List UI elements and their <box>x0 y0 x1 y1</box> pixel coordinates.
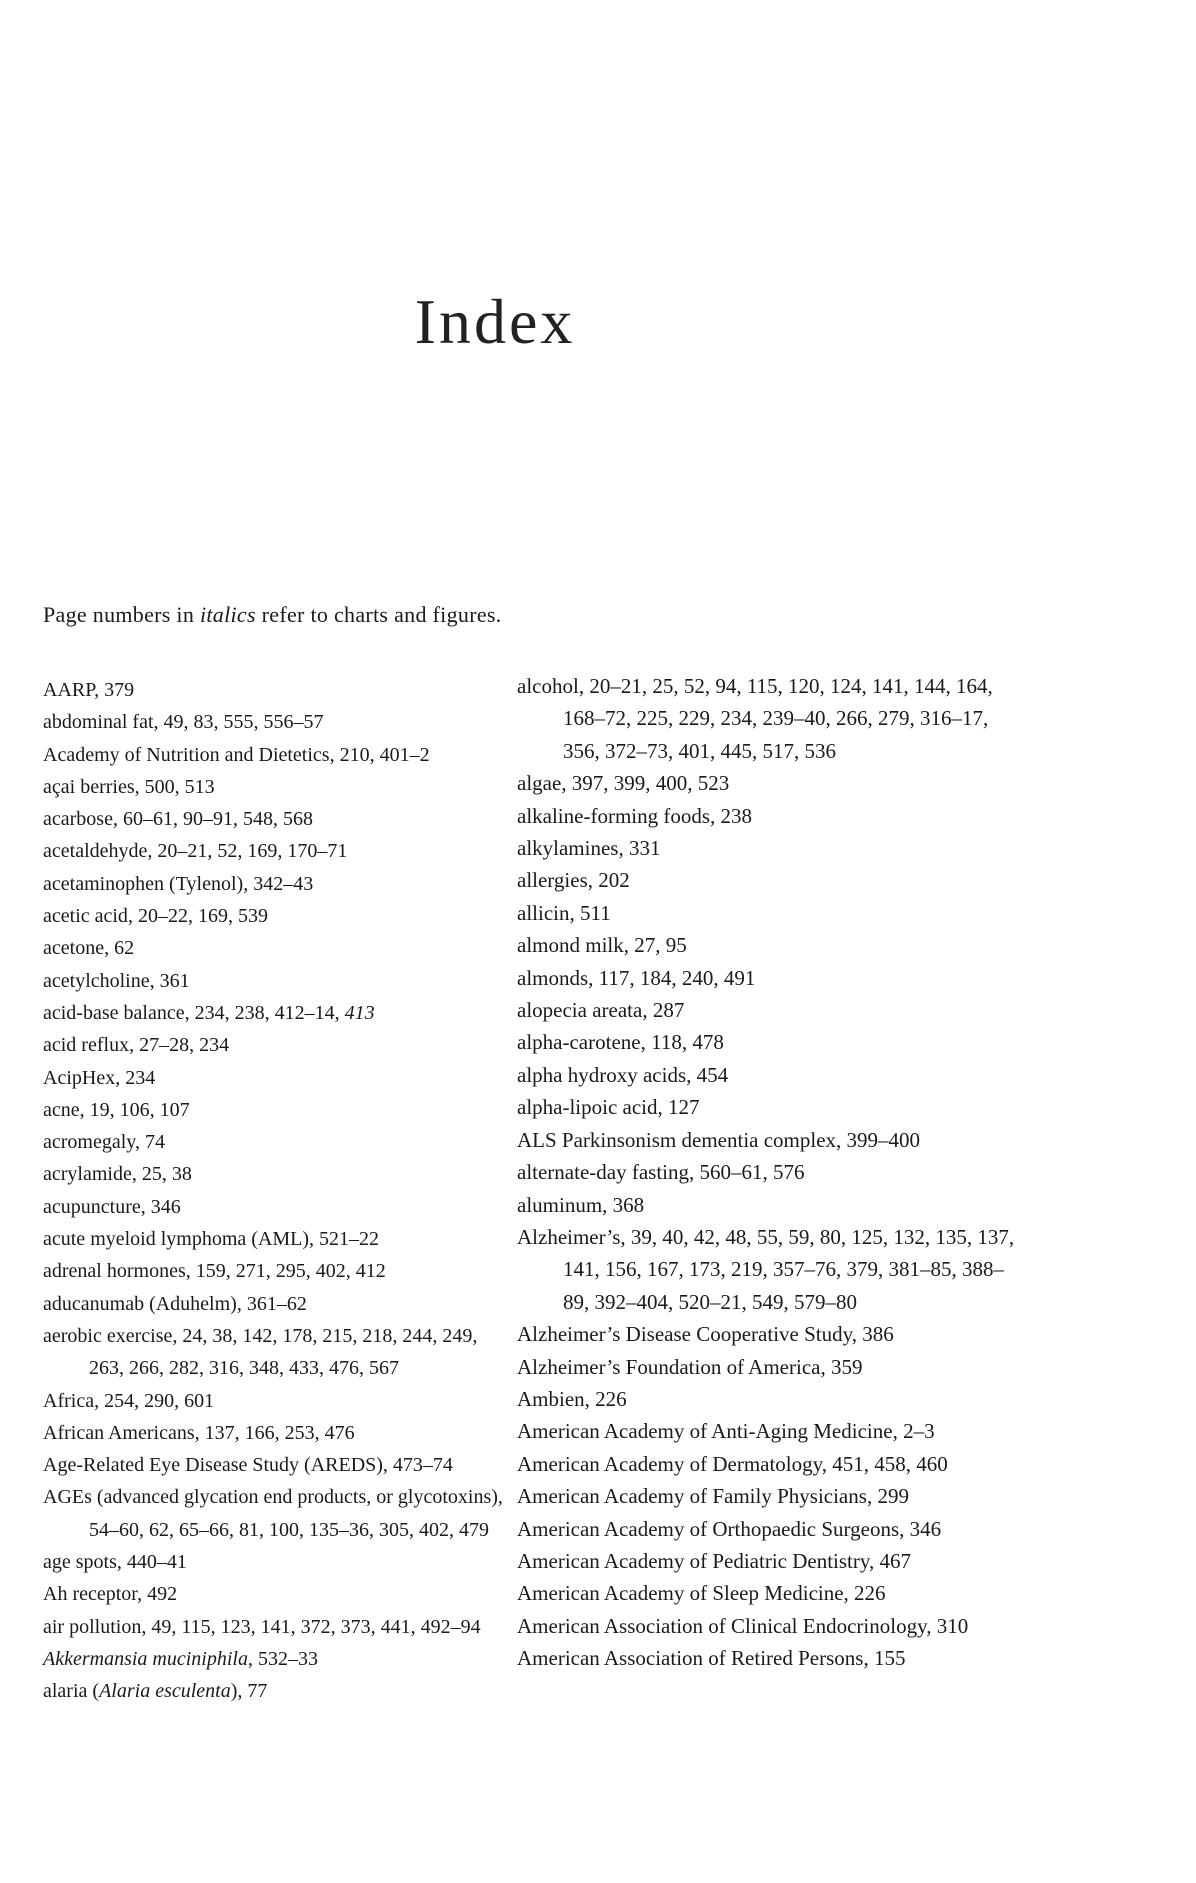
index-pages: , 368 <box>602 1192 645 1217</box>
index-pages: , 346 <box>140 1195 181 1218</box>
index-column-left <box>43 674 513 1708</box>
index-entry <box>517 1642 1017 1674</box>
index-pages: , 20–21, 25, 52, 94, 115, 120, 124, 141, 144, 164, 168–72, 225, 229, 234, 239–40, 266, 279, 316–17, 356, 372–73, 401, 445, 517, 536 <box>563 674 993 763</box>
index-entry <box>517 1415 1017 1447</box>
index-pages: , 54–60, 62, 65–66, 81, 100, 135–36, 305, 402, 479 <box>89 1486 503 1541</box>
index-entry <box>517 767 1017 799</box>
index-entry <box>517 1610 1017 1642</box>
index-entry <box>517 1124 1017 1156</box>
index-pages: , 234 <box>115 1066 156 1089</box>
index-entry <box>43 803 513 835</box>
index-entry <box>517 897 1017 929</box>
index-term: Age-Related Eye Disease Study (AREDS) <box>43 1454 383 1477</box>
index-term: acrylamide <box>43 1163 132 1186</box>
index-entry <box>43 1288 513 1320</box>
index-entry <box>43 965 513 997</box>
index-pages: , 118, 478 <box>640 1030 724 1055</box>
index-pages: , 386 <box>851 1322 894 1347</box>
index-entry <box>517 1545 1017 1577</box>
index-term: alcohol <box>517 674 579 698</box>
index-entry <box>517 1026 1017 1058</box>
index-term: Ah receptor <box>43 1583 138 1606</box>
index-term: acetic acid <box>43 905 128 928</box>
index-entry <box>517 962 1017 994</box>
index-entry <box>43 900 513 932</box>
index-pages: , 361 <box>149 969 190 992</box>
index-term: aluminum <box>517 1192 603 1217</box>
index-pages: , 532–33 <box>247 1647 318 1670</box>
index-term: Akkermansia muciniphila <box>43 1647 248 1670</box>
index-entry <box>517 994 1017 1026</box>
index-term: açai berries <box>43 775 135 798</box>
index-pages: , 27–28, 234 <box>129 1034 230 1057</box>
index-term: Alzheimer’s <box>517 1224 621 1249</box>
index-pages: , 238 <box>710 803 753 828</box>
index-entry <box>517 1351 1017 1383</box>
index-entry <box>517 929 1017 961</box>
index-pages: , 454 <box>686 1062 729 1087</box>
index-entry <box>43 997 513 1029</box>
index-entry <box>43 1611 513 1643</box>
index-pages: , 511 <box>569 900 611 925</box>
index-entry <box>517 1189 1017 1221</box>
index-term: acne <box>43 1098 80 1121</box>
index-term: AcipHex <box>43 1066 116 1089</box>
index-entry <box>517 800 1017 832</box>
index-pages: , 226 <box>843 1581 886 1606</box>
index-term: Alzheimer’s Foundation of America <box>517 1354 821 1379</box>
index-term: acetaldehyde <box>43 840 148 863</box>
index-pages: , 155 <box>863 1646 906 1671</box>
index-pages: , 473–74 <box>382 1454 453 1477</box>
index-term: AGEs (advanced glycation end products, or glycotoxins) <box>43 1486 498 1509</box>
index-entry <box>43 739 513 771</box>
index-term: ALS Parkinsonism dementia complex <box>517 1127 837 1152</box>
index-pages: , 299 <box>866 1484 909 1509</box>
index-pages: , 39, 40, 42, 48, 55, 59, 80, 125, 132, 135, 137, 141, 156, 167, 173, 219, 357–76, 379, 381–85, 388–89, 392–404, 520–21, 549, 579–80 <box>563 1224 1015 1314</box>
index-entry <box>43 1223 513 1255</box>
index-term: African Americans <box>43 1421 195 1444</box>
note-italic: italics <box>199 602 256 627</box>
index-entry <box>43 1481 513 1546</box>
index-pages: , 521–22 <box>309 1228 380 1251</box>
index-term: allergies <box>517 868 588 893</box>
index-pages: , 451, 458, 460 <box>821 1451 948 1476</box>
index-entry <box>43 1675 513 1707</box>
index-term: acupuncture <box>43 1195 141 1218</box>
index-entry <box>43 835 513 867</box>
index-term: aerobic exercise <box>43 1324 173 1347</box>
index-pages: , 440–41 <box>116 1551 187 1574</box>
index-pages: , 234, 238, 412–14, <box>184 1001 345 1024</box>
index-term: American Association of Retired Persons <box>517 1646 864 1671</box>
index-entry <box>517 1156 1017 1188</box>
index-pages: , 287 <box>642 998 685 1023</box>
index-entry <box>43 868 513 900</box>
index-entry <box>517 1448 1017 1480</box>
index-pages: , 254, 290, 601 <box>94 1389 215 1412</box>
index-term: Alzheimer’s Disease Cooperative Study <box>517 1322 852 1347</box>
index-pages: , 467 <box>869 1548 912 1573</box>
index-pages: , 331 <box>618 836 661 861</box>
index-pages: , 137, 166, 253, 476 <box>194 1421 355 1444</box>
index-pages: , 492 <box>137 1583 178 1606</box>
index-pages: , 202 <box>587 868 630 893</box>
index-pages: , 210, 401–2 <box>329 743 430 766</box>
index-entry <box>517 670 1017 767</box>
index-entry <box>43 1643 513 1675</box>
index-term: acetone <box>43 937 105 960</box>
index-pages: , 379 <box>94 679 135 701</box>
index-term: age spots <box>43 1551 117 1574</box>
index-term: allicin <box>517 900 570 925</box>
index-pages: , 560–61, 576 <box>689 1160 805 1185</box>
index-entry <box>517 1059 1017 1091</box>
index-term: Academy of Nutrition and Dietetics <box>43 743 330 766</box>
index-pages: , 127 <box>657 1095 700 1120</box>
index-pages: , 77 <box>237 1680 268 1703</box>
index-term: AARP <box>43 679 95 701</box>
index-term: almonds <box>517 965 589 990</box>
index-term: Africa <box>43 1389 95 1412</box>
index-entry <box>43 1417 513 1449</box>
index-pages-italic: 413 <box>344 1001 375 1024</box>
index-entry <box>517 1318 1017 1350</box>
index-term: American Academy of Anti-Aging Medicine <box>517 1419 893 1444</box>
index-term: alpha-carotene <box>517 1030 641 1055</box>
index-pages: , 342–43 <box>243 872 314 895</box>
index-entry <box>517 1383 1017 1415</box>
index-term: almond milk <box>517 933 624 958</box>
index-entry <box>43 771 513 803</box>
index-entry <box>43 706 513 738</box>
index-term: American Academy of Dermatology <box>517 1451 822 1476</box>
index-pages: , 60–61, 90–91, 548, 568 <box>112 808 313 831</box>
index-entry <box>43 1126 513 1158</box>
index-pages: , 226 <box>584 1386 627 1411</box>
index-term: acute myeloid lymphoma (AML) <box>43 1228 310 1251</box>
index-pages: , 500, 513 <box>134 775 215 798</box>
index-entry <box>43 1578 513 1610</box>
index-pages: , 27, 95 <box>623 933 687 958</box>
index-pages: , 74 <box>134 1131 165 1154</box>
index-entry <box>43 1094 513 1126</box>
index-term: adrenal hormones <box>43 1260 186 1283</box>
index-entry <box>43 1255 513 1287</box>
index-term: acetaminophen (Tylenol) <box>43 872 244 895</box>
index-column-right <box>517 670 1017 1675</box>
index-pages: , 2–3 <box>892 1419 935 1444</box>
index-term: algae <box>517 771 562 796</box>
index-term: alopecia areata <box>517 998 643 1023</box>
index-pages: , 20–22, 169, 539 <box>127 905 268 928</box>
index-term: American Academy of Pediatric Dentistry <box>517 1548 870 1573</box>
index-note <box>43 602 502 628</box>
index-entry <box>517 1221 1017 1318</box>
index-entry <box>43 1029 513 1061</box>
index-pages: , 24, 38, 142, 178, 215, 218, 244, 249, 263, 266, 282, 316, 348, 433, 476, 567 <box>89 1324 478 1380</box>
index-entry <box>43 1449 513 1481</box>
index-term: Ambien <box>517 1386 585 1411</box>
index-entry <box>517 1091 1017 1123</box>
index-pages: , 310 <box>926 1613 969 1638</box>
index-entry <box>517 1513 1017 1545</box>
index-term: acid reflux <box>43 1034 130 1057</box>
index-pages: , 117, 184, 240, 491 <box>588 965 756 990</box>
index-term: alaria ( <box>43 1680 100 1703</box>
index-term: acromegaly <box>43 1131 135 1154</box>
index-entry <box>43 1158 513 1190</box>
index-entry <box>43 674 513 706</box>
index-term: aducanumab (Aduhelm) <box>43 1292 237 1315</box>
index-term: acid-base balance <box>43 1001 185 1024</box>
index-term: American Academy of Orthopaedic Surgeons <box>517 1516 900 1541</box>
index-term: American Academy of Family Physicians <box>517 1484 867 1509</box>
index-pages: , 49, 115, 123, 141, 372, 373, 441, 492–94 <box>141 1615 481 1638</box>
index-pages: , 20–21, 52, 169, 170–71 <box>147 840 348 863</box>
note-prefix: Page numbers in <box>43 602 200 627</box>
index-term: acetylcholine <box>43 969 150 992</box>
index-term: air pollution <box>43 1615 142 1638</box>
index-pages: , 399–400 <box>836 1127 921 1152</box>
index-term: abdominal fat <box>43 711 154 734</box>
index-entry <box>517 1480 1017 1512</box>
index-pages: , 397, 399, 400, 523 <box>561 771 730 796</box>
index-entry <box>43 932 513 964</box>
index-pages: , 159, 271, 295, 402, 412 <box>185 1260 386 1283</box>
index-term: alpha-lipoic acid <box>517 1095 658 1120</box>
index-term: alkaline-forming foods <box>517 803 711 828</box>
index-entry <box>43 1191 513 1223</box>
index-pages: , 361–62 <box>236 1292 307 1315</box>
index-term: alpha hydroxy acids <box>517 1062 687 1087</box>
index-pages: , 62 <box>104 937 135 960</box>
note-suffix: refer to charts and figures. <box>255 602 502 627</box>
index-entry <box>517 1577 1017 1609</box>
index-entry <box>517 832 1017 864</box>
index-term: American Academy of Sleep Medicine <box>517 1581 844 1606</box>
index-pages: , 346 <box>899 1516 942 1541</box>
index-pages: , 25, 38 <box>131 1163 192 1186</box>
index-entry <box>43 1320 513 1385</box>
index-term: acarbose <box>43 808 113 831</box>
index-term-italic: Alaria esculenta <box>99 1680 231 1703</box>
index-entry <box>43 1385 513 1417</box>
index-entry <box>43 1546 513 1578</box>
index-pages: , 49, 83, 555, 556–57 <box>153 711 324 734</box>
index-term: American Association of Clinical Endocrinology <box>517 1613 927 1638</box>
index-pages: , 19, 106, 107 <box>79 1098 190 1121</box>
index-entry <box>43 1062 513 1094</box>
index-term: ) <box>230 1680 238 1703</box>
index-entry <box>517 864 1017 896</box>
index-term: alkylamines <box>517 836 619 861</box>
index-pages: , 359 <box>820 1354 863 1379</box>
index-term: alternate-day fasting <box>517 1160 689 1185</box>
page-title: Index <box>414 286 576 357</box>
